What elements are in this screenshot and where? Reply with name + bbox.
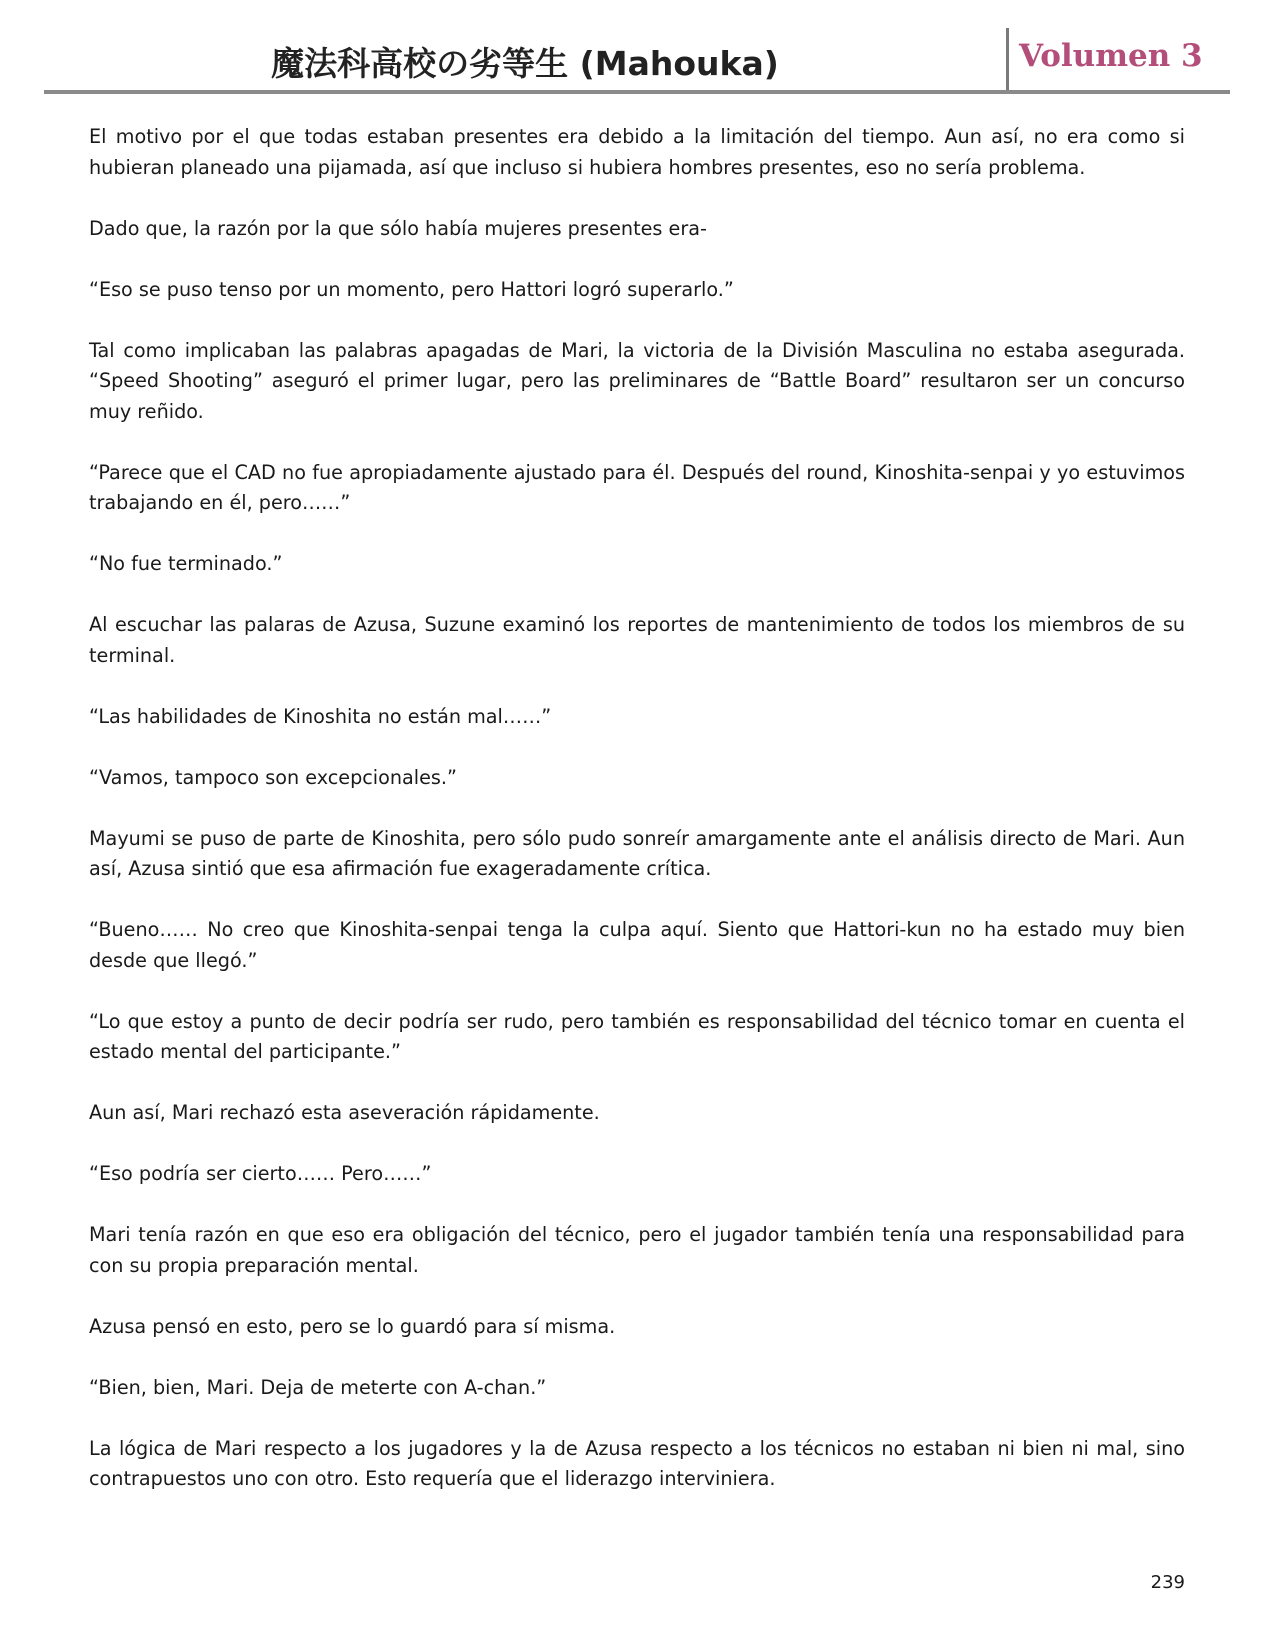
book-title: 魔法科高校の劣等生 (Mahouka) [271, 44, 779, 83]
paragraph: Tal como implicaban las palabras apagadas de Mari, la victoria de la División Masculina no estaba asegurada. “Speed Shooting” aseguró el primer lugar, pero las preliminares de “Battle Board” resultaron ser un concurso muy reñido. [89, 338, 1185, 423]
paragraph: “Parece que el CAD no fue apropiadamente ajustado para él. Después del round, Kinoshita-senpai y yo estuvimos trabajando en él, pero……” [89, 460, 1185, 514]
page-header [44, 28, 1230, 94]
paragraph: Mari tenía razón en que eso era obligación del técnico, pero el jugador también tenía una responsabilidad para con su propia preparación mental. [89, 1223, 1185, 1277]
page-number: 239 [1150, 1572, 1185, 1593]
paragraph: Aun así, Mari rechazó esta aseveración rápidamente. [89, 1101, 600, 1124]
header-divider [1006, 28, 1009, 90]
paragraph: “Lo que estoy a punto de decir podría ser rudo, pero también es responsabilidad del técnico tomar en cuenta el estado mental del participante.” [89, 1009, 1185, 1063]
paragraph: “No fue terminado.” [89, 552, 283, 575]
paragraph: “Eso podría ser cierto…… Pero……” [89, 1162, 432, 1185]
volume-label: Volumen 3 [1019, 38, 1203, 74]
paragraph: Dado que, la razón por la que sólo había mujeres presentes era- [89, 216, 707, 240]
paragraph: “Bien, bien, Mari. Deja de meterte con A-chan.” [89, 1375, 547, 1399]
page-body [89, 122, 1185, 1525]
paragraph: “Las habilidades de Kinoshita no están mal……” [89, 704, 552, 728]
paragraph: “Vamos, tampoco son excepcionales.” [89, 765, 457, 789]
paragraph: “Bueno…… No creo que Kinoshita-senpai tenga la culpa aquí. Siento que Hattori-kun no ha estado muy bien desde que llegó.” [89, 918, 1185, 972]
paragraph: Mayumi se puso de parte de Kinoshita, pero sólo pudo sonreír amargamente ante el análisis directo de Mari. Aun así, Azusa sintió que esa afirmación fue exageradamente crítica. [89, 826, 1185, 880]
paragraph: Azusa pensó en esto, pero se lo guardó para sí misma. [89, 1314, 616, 1338]
paragraph: Al escuchar las palaras de Azusa, Suzune examinó los reportes de mantenimiento de todos los miembros de su terminal. [89, 613, 1185, 667]
header-rule [44, 90, 1230, 94]
paragraph: La lógica de Mari respecto a los jugadores y la de Azusa respecto a los técnicos no estaban ni bien ni mal, sino contrapuestos uno con otro. Esto requería que el liderazgo interviniera. [89, 1436, 1185, 1490]
paragraph: “Eso se puso tenso por un momento, pero Hattori logró superarlo.” [89, 277, 734, 301]
paragraph: El motivo por el que todas estaban presentes era debido a la limitación del tiempo. Aun así, no era como si hubieran planeado una pijamada, así que incluso si hubiera hombres presentes, eso no sería problema. [89, 125, 1185, 179]
